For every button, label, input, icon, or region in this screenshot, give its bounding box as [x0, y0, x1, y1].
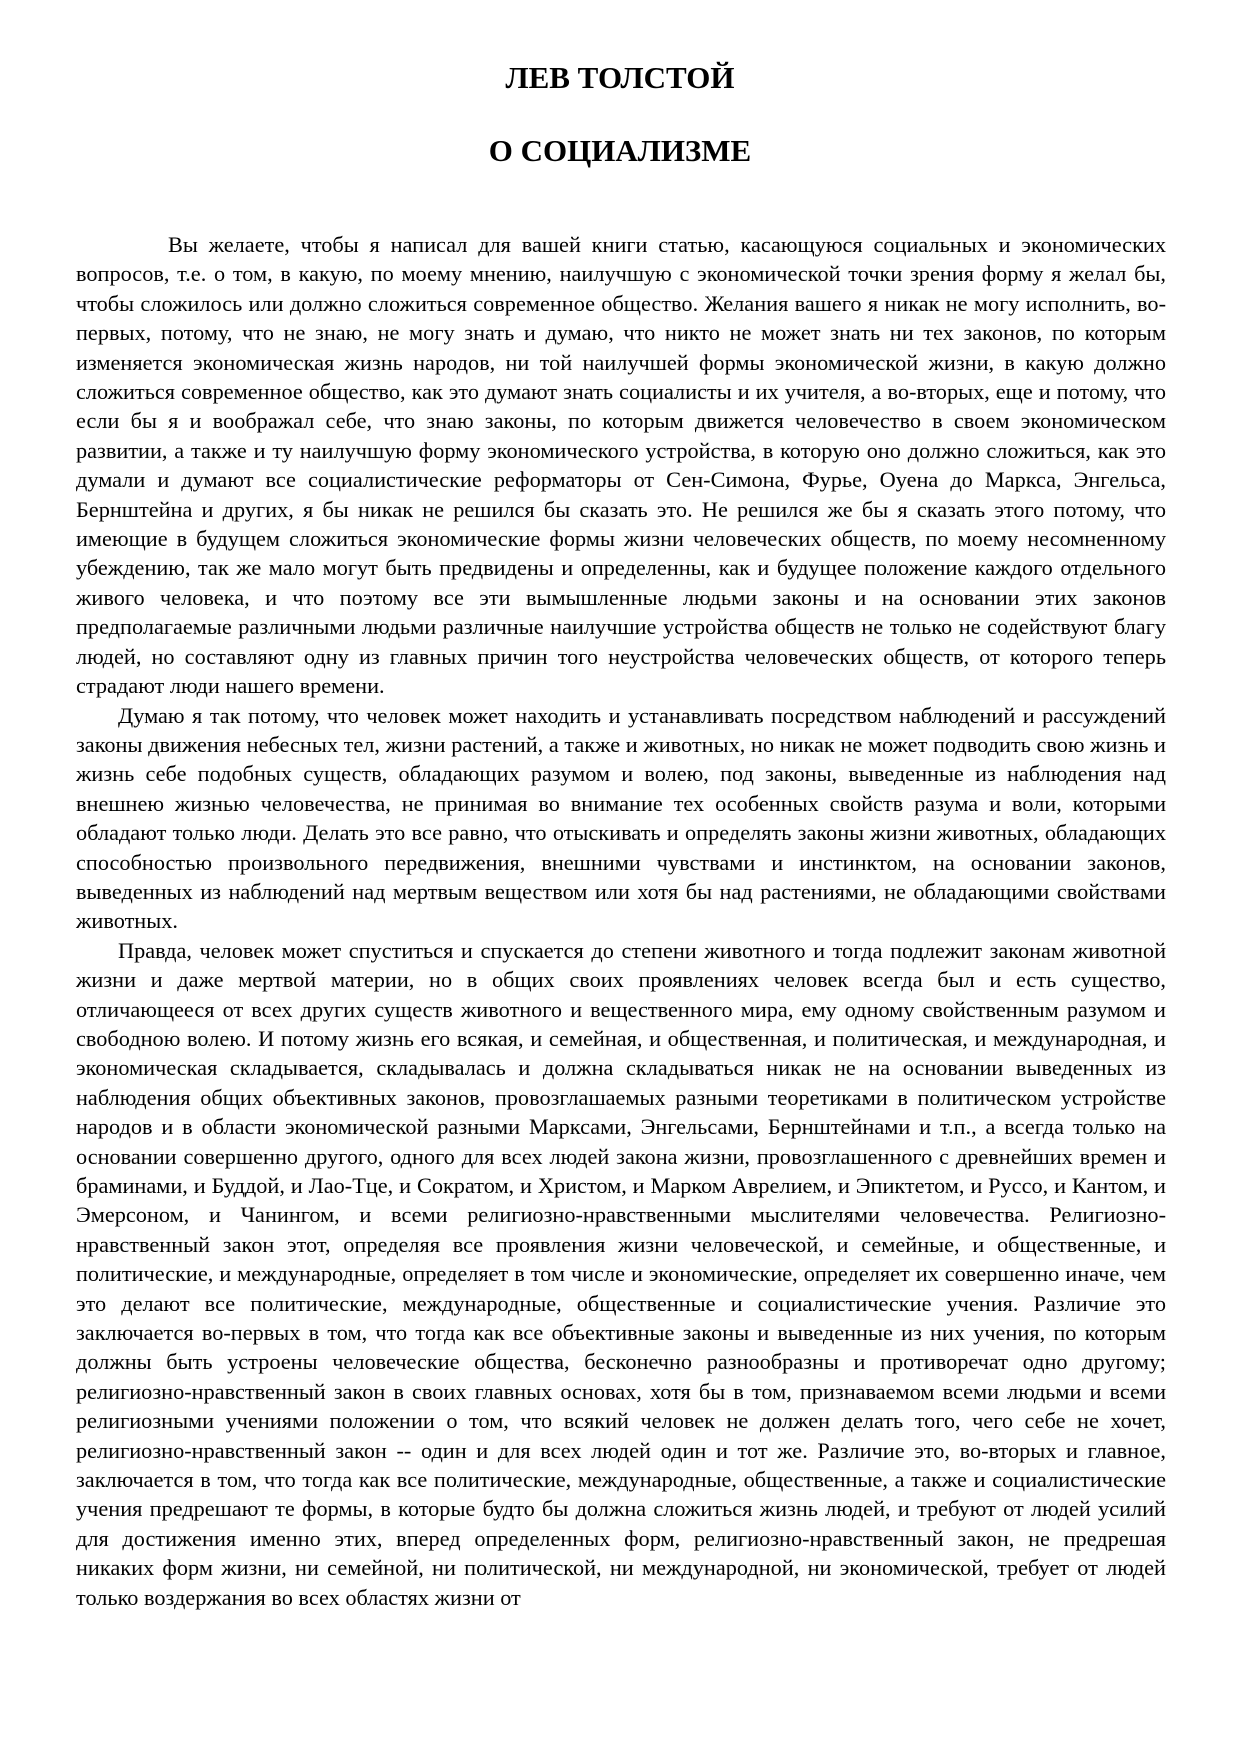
paragraph-1: Вы желаете, чтобы я написал для вашей книги статью, касающуюся социальных и экономических вопросов, т.е. о том, в какую, по моему мнению, наилучшую с экономической точки зрения форму я желал бы, чтобы сложилось или должно сложиться современное общество. Желания вашего я никак не могу исполнить, во-первых, потому, что не знаю, не могу знать и думаю, что никто не может знать ни тех законов, по которым изменяется экономическая жизнь народов, ни той наилучшей формы экономической жизни, в какую должно сложиться современное общество, как это думают знать социалисты и их учителя, а во-вторых, еще и потому, что если бы я и воображал себе, что знаю законы, по которым движется человечество в своем экономическом развитии, а также и ту наилучшую форму экономического устройства, в которую оно должно сложиться, как это думали и думают все социалистические реформаторы от Сен-Симона, Фурье, Оуена до Маркса, Энгельса, Бернштейна и других, я бы никак не решился бы сказать это. Не решился же бы я сказать этого потому, что имеющие в будущем сложиться экономические формы жизни человеческих обществ, по моему несомненному убеждению, так же мало могут быть предвидены и определенны, как и будущее положение каждого отдельного живого человека, и что поэтому все эти вымышленные людьми законы и на основании этих законов предполагаемые различными людьми различные наилучшие устройства обществ не только не содействуют благу людей, но составляют одну из главных причин того неустройства человеческих обществ, от которого теперь страдают люди нашего времени.: [76, 232, 1166, 699]
paragraph-2: Думаю я так потому, что человек может находить и устанавливать посредством наблюдений и рассуждений законы движения небесных тел, жизни растений, а также и животных, но никак не может подводить свою жизнь и жизнь себе подобных существ, обладающих разумом и волею, под законы, выведенные из наблюдения над внешнею жизнью человечества, не принимая во внимание тех особенных свойств разума и воли, которыми обладают только люди. Делать это все равно, что отыскивать и определять законы жизни животных, обладающих способностью произвольного передвижения, внешними чувствами и инстинктом, на основании законов, выведенных из наблюдений над мертвым веществом или хотя бы над растениями, не обладающими свойствами животных.: [76, 702, 1166, 934]
paragraph-3: Правда, человек может спуститься и спускается до степени животного и тогда подлежит законам животной жизни и даже мертвой материи, но в общих своих проявлениях человек всегда был и есть существо, отличающееся от всех других существ животного и вещественного мира, ему одному свойственным разумом и свободною волею. И потому жизнь его всякая, и семейная, и общественная, и политическая, и международная, и экономическая складывается, складывалась и должна складываться никак не на основании выведенных из наблюдения общих объективных законов, провозглашаемых разными теоретиками в политическом устройстве народов и в области экономической разными Марксами, Энгельсами, Бернштейнами и т.п., а всегда только на основании совершенно другого, одного для всех людей закона жизни, провозглашенного с древнейших времен и браминами, и Буддой, и Лао-Тце, и Сократом, и Христом, и Марком Аврелием, и Эпиктетом, и Руссо, и Кантом, и Эмерсоном, и Чанингом, и всеми религиозно-нравственными мыслителями человечества. Религиозно-нравственный закон этот, определяя все проявления жизни человеческой, и семейные, и общественные, и политические, и международные, определяет в том числе и экономические, определяет их совершенно иначе, чем это делают все политические, международные, общественные и социалистические учения. Различие это заключается во-первых в том, что тогда как все объективные законы и выведенные из них учения, по которым должны быть устроены человеческие общества, бесконечно разнообразны и противоречат одно другому; религиозно-нравственный закон в своих главных основах, хотя бы в том, признаваемом всеми людьми и всеми религиозными учениями положении о том, что всякий человек не должен делать того, чего себе не хочет, религиозно-нравственный закон -- один и для всех людей один и тот же. Различие это, во-вторых и главное, заключается в том, что тогда как все политические, международные, общественные, а также и социалистические учения предрешают те формы, в которые будто бы должна сложиться жизнь людей, и требуют от людей усилий для достижения именно этих, вперед определенных форм, религиозно-нравственный закон, не предрешая никаких форм жизни, ни семейной, ни политической, ни международной, ни экономической, требует от людей только воздержания во всех областях жизни от: [76, 937, 1166, 1610]
author-heading: ЛЕВ ТОЛСТОЙ: [505, 60, 735, 95]
article-body: [76, 230, 1166, 1612]
article-title: О СОЦИАЛИЗМЕ: [488, 133, 752, 168]
